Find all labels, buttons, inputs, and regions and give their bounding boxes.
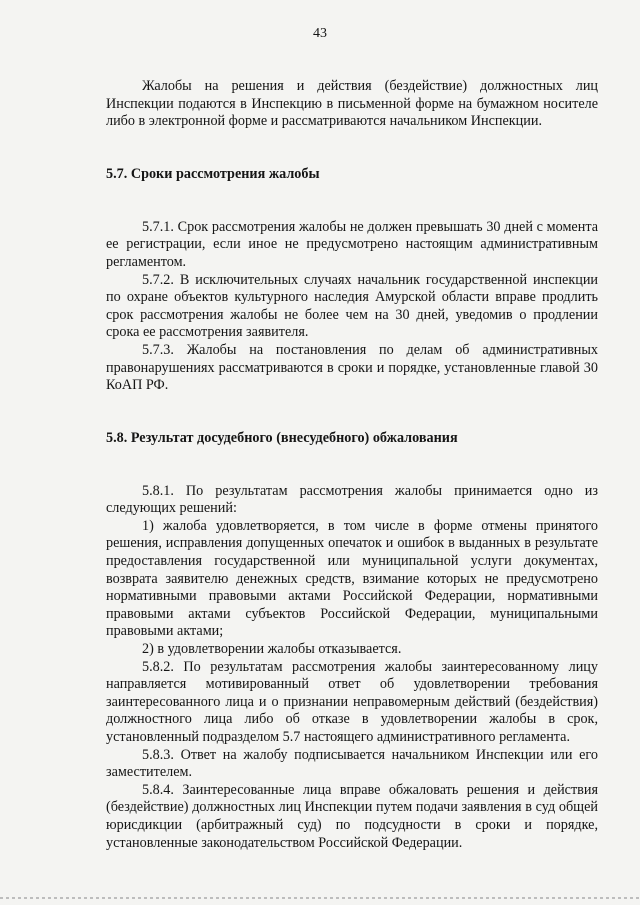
section-heading-5-8: 5.8. Результат досудебного (внесудебного) обжалования <box>106 429 458 446</box>
document-body <box>106 78 598 852</box>
spacer <box>106 184 598 202</box>
spacer <box>106 201 598 219</box>
scan-edge-line <box>0 897 640 899</box>
paragraph-5-8-2: 5.8.2. По результатам рассмотрения жалобы заинтересованному лицу направляется мотивированный ответ об удовлетворении требования заинтересованного лица и о признании неправомерным действий (бездействия) должностного лица либо об отказе в удовлетворении жалобы в срок, установленный подразделом 5.7 настоящего административного регламента. <box>106 658 598 745</box>
spacer <box>106 465 598 483</box>
paragraph-5-8-1-item-1: 1) жалоба удовлетворяется, в том числе в форме отмены принятого решения, исправления допущенных опечаток и ошибок в выданных в результате предоставления государственной или муниципальной услуги документах, возврата заявителю денежных средств, взимание которых не предусмотрено нормативными правовыми актами Российской Федерации, нормативными правовыми актами субъектов Российской Федерации, муниципальными правовыми актами; <box>106 517 598 640</box>
paragraph-5-8-3: 5.8.3. Ответ на жалобу подписывается начальником Инспекции или его заместителем. <box>106 746 598 781</box>
spacer <box>106 148 598 166</box>
spacer <box>106 447 598 465</box>
paragraph-5-7-3: 5.7.3. Жалобы на постановления по делам об административных правонарушениях рассматриваются в сроки и порядке, установленные главой 30 КоАП РФ. <box>106 341 598 394</box>
paragraph-5-7-2: 5.7.2. В исключительных случаях начальник государственной инспекции по охране объектов культурного наследия Амурской области вправе продлить срок рассмотрения жалобы не более чем на 30 дней, уведомив о продлении срока ее рассмотрения заявителя. <box>106 271 598 341</box>
paragraph-5-8-4: 5.8.4. Заинтересованные лица вправе обжаловать решения и действия (бездействие) должностных лиц Инспекции путем подачи заявления в суд общей юрисдикции (арбитражный суд) по подсудности в сроки и порядке, установленные законодательством Российской Федерации. <box>106 781 598 851</box>
paragraph-5-8-1: 5.8.1. По результатам рассмотрения жалобы принимается одно из следующих решений: <box>106 482 598 517</box>
spacer <box>106 412 598 430</box>
section-heading-5-7: 5.7. Сроки рассмотрения жалобы <box>106 165 320 182</box>
spacer <box>106 131 598 149</box>
paragraph-5-8-1-item-2: 2) в удовлетворении жалобы отказывается. <box>142 641 402 657</box>
paragraph-5-7-1: 5.7.1. Срок рассмотрения жалобы не должен превышать 30 дней с момента ее регистрации, если иное не предусмотрено настоящим административным регламентом. <box>106 218 598 270</box>
paragraph-intro: Жалобы на решения и действия (бездействие) должностных лиц Инспекции подаются в Инспекцию в письменной форме на бумажном носителе либо в электронной форме и рассматриваются начальником Инспекции. <box>106 78 598 130</box>
spacer <box>106 395 598 413</box>
page-number: 43 <box>313 26 327 41</box>
